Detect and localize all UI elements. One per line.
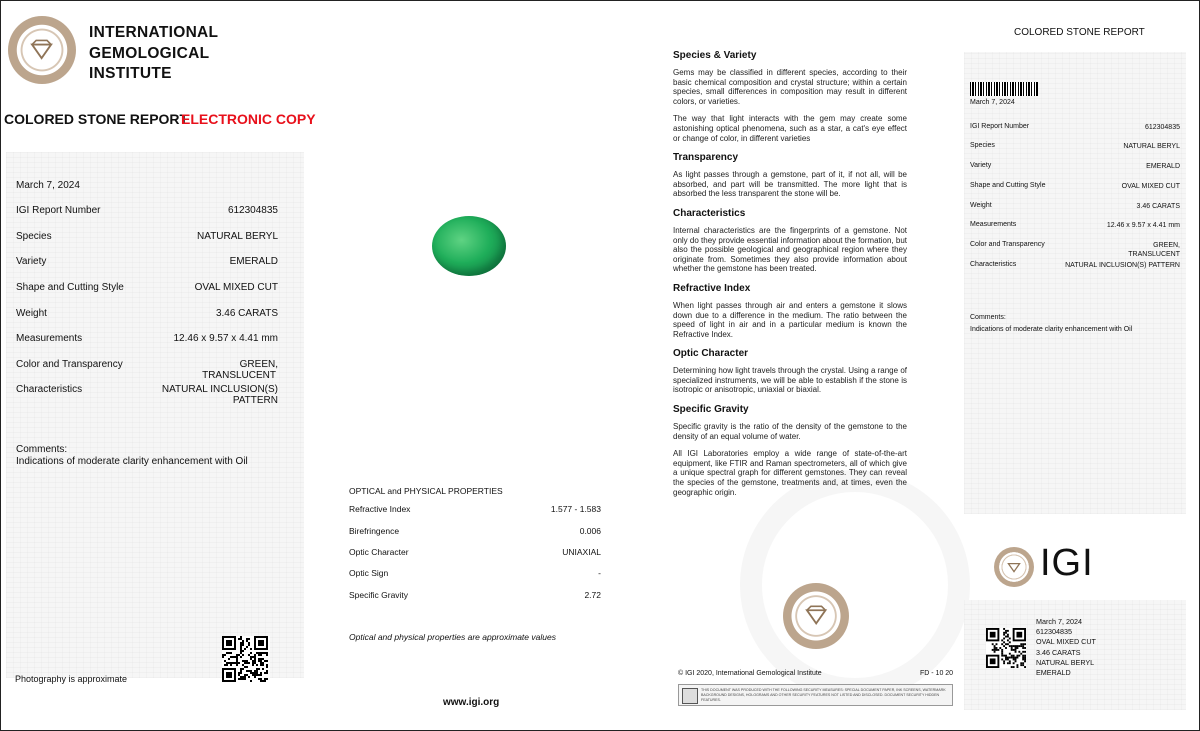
brand-line-1: INTERNATIONAL bbox=[89, 24, 219, 41]
right-row-label: Characteristics bbox=[970, 261, 1017, 268]
right-igi-seal-icon bbox=[994, 547, 1034, 587]
right-panel bbox=[964, 52, 1186, 514]
info-section-paragraph: Determining how light travels through the crystal. Using a range of specialized instruments, we will be able to establish if the stone is isotropic or anisotropic, uniaxial or biaxial. bbox=[673, 366, 907, 395]
photo-note: Photography is approximate bbox=[15, 674, 128, 684]
left-row-value bbox=[228, 205, 278, 216]
left-row-label: Characteristics bbox=[16, 384, 83, 395]
security-icon bbox=[682, 688, 698, 704]
left-row-value-line: 612304835 bbox=[227, 205, 278, 216]
info-column bbox=[673, 50, 907, 497]
right-row-value-line: NATURAL INCLUSION(S) PATTERN bbox=[1065, 262, 1180, 269]
right-row-label: IGI Report Number bbox=[970, 123, 1030, 130]
optical-row-label: Specific Gravity bbox=[349, 590, 409, 600]
left-row-label: Shape and Cutting Style bbox=[16, 282, 124, 293]
left-row-label: Measurements bbox=[16, 333, 83, 344]
info-section-title: Optic Character bbox=[673, 348, 749, 360]
gem-photo bbox=[432, 216, 506, 276]
info-section-title: Transparency bbox=[673, 152, 739, 164]
left-row-value-line: TRANSLUCENT bbox=[202, 370, 276, 381]
right-row-value-line: TRANSLUCENT bbox=[1128, 251, 1180, 258]
left-row-label: IGI Report Number bbox=[16, 205, 101, 216]
right-row-value-line: NATURAL BERYL bbox=[1123, 143, 1180, 150]
left-comments-label: Comments: bbox=[16, 444, 68, 455]
right-row-value-line: OVAL MIXED CUT bbox=[1121, 183, 1180, 190]
right-date: March 7, 2024 bbox=[970, 99, 1015, 106]
brand-line-3: INSTITUTE bbox=[89, 65, 172, 82]
right-row-value-line: 3.46 CARATS bbox=[1136, 203, 1180, 210]
info-section-title: Refractive Index bbox=[673, 282, 751, 294]
right-row-value-line: GREEN, bbox=[1153, 242, 1180, 249]
left-row-label: Weight bbox=[16, 308, 47, 319]
right-row-label: Measurements bbox=[970, 221, 1017, 228]
right-row-value-line: 612304835 bbox=[1144, 124, 1180, 131]
left-row-label: Species bbox=[16, 231, 52, 242]
summary-line: OVAL MIXED CUT bbox=[1036, 637, 1096, 647]
barcode bbox=[970, 82, 1038, 96]
left-row-value-line: EMERALD bbox=[229, 256, 278, 267]
info-section-paragraph: Gems may be classified in different species, according to their basic chemical composition and crystal structure; within a certain species, small differences in composition may result in different colors, or varieties. bbox=[673, 68, 907, 106]
left-row-label: Color and Transparency bbox=[16, 359, 123, 370]
optical-row-label: Optic Character bbox=[349, 547, 409, 557]
right-row-value bbox=[1137, 202, 1180, 211]
igi-logo-text: IGI bbox=[1040, 542, 1094, 584]
right-row-value bbox=[1128, 241, 1180, 259]
right-row-label: Color and Transparency bbox=[970, 241, 1045, 248]
igi-seal-icon bbox=[8, 16, 76, 84]
right-row-value-line: EMERALD bbox=[1146, 163, 1180, 170]
left-row-label: Variety bbox=[16, 256, 47, 267]
info-seal-icon bbox=[783, 583, 849, 649]
report-title: COLORED STONE REPORT bbox=[4, 111, 189, 127]
summary-line: 3.46 CARATS bbox=[1036, 647, 1081, 657]
info-section-paragraph: The way that light interacts with the gem may create some astonishing optical phenomena, such as a star, a cat's eye effect or change of color, in different varieties bbox=[673, 114, 907, 143]
right-row-value bbox=[1146, 162, 1180, 171]
right-header: COLORED STONE REPORT bbox=[1014, 27, 1145, 38]
summary-line: EMERALD bbox=[1036, 668, 1071, 678]
right-row-value bbox=[1145, 123, 1180, 132]
left-row-value-line: 3.46 CARATS bbox=[215, 308, 278, 319]
security-text: THIS DOCUMENT WAS PRODUCED WITH THE FOLLOWING SECURITY MEASURES: SPECIAL DOCUMENT PAPER, INK SCREENS, WATERMARK BACKGROUND DESIGNS, HOLOGRAMS AND OTHER SECURITY FEATURES NOT LISTED AND DISCLOSED. DOCUMENT SECURITY HIDDEN FEATURES. bbox=[701, 688, 946, 702]
info-section-title: Characteristics bbox=[673, 207, 746, 219]
right-row-value bbox=[1122, 182, 1180, 191]
optical-row-value: UNIAXIAL bbox=[562, 547, 601, 557]
left-row-value-line: NATURAL BERYL bbox=[197, 231, 278, 242]
summary-lines bbox=[1036, 617, 1096, 678]
right-row-value-line: 12.46 x 9.57 x 4.41 mm bbox=[1106, 222, 1180, 229]
watermark-seal-icon bbox=[740, 470, 970, 700]
left-row-value bbox=[230, 256, 278, 267]
summary-line: March 7, 2024 bbox=[1036, 617, 1082, 626]
optical-note: Optical and physical properties are approximate values bbox=[349, 632, 556, 642]
left-row-value-line: NATURAL INCLUSION(S) bbox=[161, 384, 278, 395]
info-section-paragraph: Internal characteristics are the fingerprints of a gemstone. Not only do they provide essential information about the formation, but also the possible geological and geographical region where they originate from. Sometimes they also provide information about whether the gemstone has been treated. bbox=[673, 225, 907, 274]
left-row-value bbox=[162, 384, 278, 406]
optical-row-label: Birefringence bbox=[349, 526, 400, 536]
right-row-value bbox=[1107, 221, 1180, 230]
info-section-paragraph: When light passes through air and enters a gemstone it slows down due to a difference in the medium. The ratio between the speed of light in air and in a particular medium is known the Refractive Index. bbox=[673, 300, 907, 339]
right-row-label: Shape and Cutting Style bbox=[970, 182, 1046, 189]
left-comments-text: Indications of moderate clarity enhancement with Oil bbox=[16, 456, 248, 467]
summary-line: NATURAL BERYL bbox=[1036, 657, 1095, 667]
right-row-value bbox=[1123, 142, 1180, 151]
left-row-value-line: GREEN, bbox=[239, 359, 278, 370]
electronic-copy-label: ELECTRONIC COPY bbox=[181, 111, 316, 127]
info-section-paragraph: Specific gravity is the ratio of the density of the gemstone to the density of an equal volume of water. bbox=[673, 422, 907, 441]
right-comments-label: Comments: bbox=[970, 314, 1006, 321]
info-section-paragraph: As light passes through a gemstone, part of it, if not all, will be absorbed, and part will be transmitted. The more light that is absorbed the less transparent the stone will be. bbox=[673, 170, 907, 199]
right-qr-code[interactable] bbox=[986, 628, 1026, 668]
left-row-value bbox=[195, 282, 278, 293]
left-row-value bbox=[197, 231, 278, 242]
summary-line: 612304835 bbox=[1036, 627, 1072, 637]
right-comments-text: Indications of moderate clarity enhancement with Oil bbox=[970, 326, 1133, 333]
left-row-value bbox=[173, 333, 278, 344]
right-row-value bbox=[1065, 261, 1180, 270]
website-link[interactable]: www.igi.org bbox=[443, 697, 500, 708]
right-row-label: Variety bbox=[970, 162, 992, 169]
info-section-paragraph: All IGI Laboratories employ a wide range of state-of-the-art equipment, like FTIR and Raman spectrometers, all of which give a unique spectral graph for different gemstones. They can reveal the species of the gemstone, treatments and, at times, even the geographic origin. bbox=[673, 449, 907, 497]
right-row-label: Weight bbox=[970, 202, 992, 209]
copyright-text: © IGI 2020, International Gemological Institute bbox=[678, 670, 822, 677]
brand-name bbox=[89, 23, 218, 85]
left-row-value-line: OVAL MIXED CUT bbox=[194, 282, 278, 293]
optical-row-value: 0.006 bbox=[579, 526, 601, 536]
optical-row-value: 1.577 - 1.583 bbox=[550, 504, 601, 514]
left-row-value bbox=[202, 359, 278, 381]
form-code: FD - 10 20 bbox=[920, 670, 954, 677]
security-strip bbox=[678, 684, 953, 706]
left-date: March 7, 2024 bbox=[16, 180, 80, 191]
left-row-value-line: PATTERN bbox=[232, 395, 278, 406]
right-row-label: Species bbox=[970, 142, 995, 149]
left-qr-code[interactable] bbox=[222, 636, 270, 682]
brand-line-2: GEMOLOGICAL bbox=[89, 44, 210, 62]
left-row-value-line: 12.46 x 9.57 x 4.41 mm bbox=[173, 333, 278, 344]
optical-title: OPTICAL and PHYSICAL PROPERTIES bbox=[349, 486, 503, 496]
left-row-value bbox=[216, 308, 278, 319]
optical-row-label: Refractive Index bbox=[349, 504, 411, 514]
info-section-title: Species & Variety bbox=[673, 50, 757, 61]
optical-row-label: Optic Sign bbox=[349, 568, 389, 578]
info-section-title: Specific Gravity bbox=[673, 404, 749, 416]
optical-row-value: - bbox=[598, 568, 601, 578]
optical-row-value: 2.72 bbox=[584, 590, 601, 600]
